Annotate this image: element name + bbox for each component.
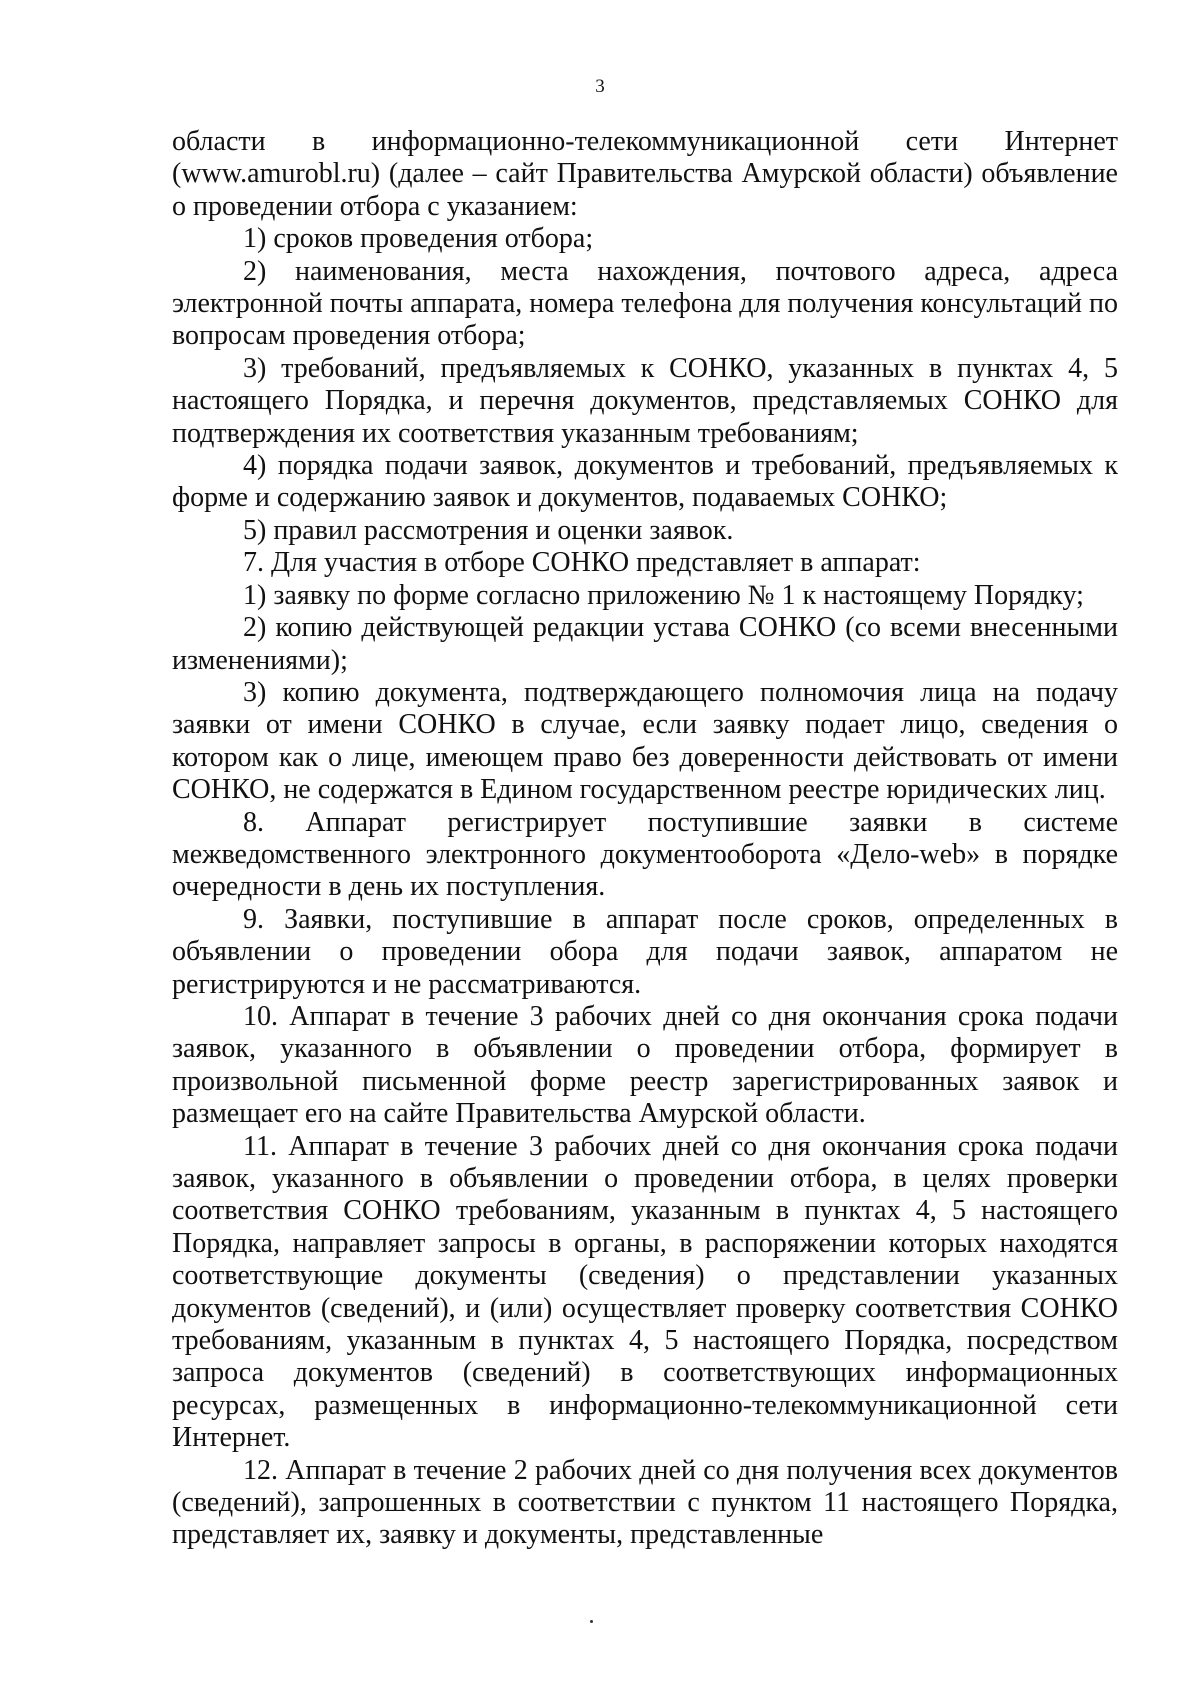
- paragraph-clause-9: 9. Заявки, поступившие в аппарат после сроков, определенных в объявлении о проведении обора для подачи заявок, аппаратом не регистрируются и не рассматриваются.: [172, 903, 1118, 1000]
- paragraph-announcement-intro: области в информационно-телекоммуникационной сети Интернет (www.amurobl.ru) (далее – сайт Правительства Амурской области) объявление о проведении отбора с указанием:: [172, 126, 1118, 222]
- paragraph-item-requirements: 3) требований, предъявляемых к СОНКО, указанных в пунктах 4, 5 настоящего Порядка, и перечня документов, представляемых СОНКО для подтверждения их соответствия указанным требованиям;: [172, 352, 1118, 449]
- paragraph-clause-11: 11. Аппарат в течение 3 рабочих дней со дня окончания срока подачи заявок, указанного в объявлении о проведении отбора, в целях проверки соответствия СОНКО требованиям, указанным в пунктах 4, 5 настоящего Порядка, направляет запросы в органы, в распоряжении которых находятся соответствующие документы (сведения) о представлении указанных документов (сведений), и (или) осуществляет проверку соответствия СОНКО требованиям, указанным в пунктах 4, 5 настоящего Порядка, посредством запроса документов (сведений) в соответствующих информационных ресурсах, размещенных в информационно-телекоммуникационной сети Интернет.: [172, 1130, 1118, 1454]
- scan-dot-mark: [590, 1620, 593, 1623]
- paragraph-item-charter-copy: 2) копию действующей редакции устава СОНКО (со всеми внесенными изменениями);: [172, 612, 1118, 676]
- paragraph-item-submission-order: 4) порядка подачи заявок, документов и требований, предъявляемых к форме и содержанию заявок и документов, подаваемых СОНКО;: [172, 450, 1118, 514]
- page-number: 3: [595, 76, 605, 97]
- paragraph-item-review-rules: 5) правил рассмотрения и оценки заявок.: [243, 514, 734, 546]
- paragraph-clause-10: 10. Аппарат в течение 3 рабочих дней со дня окончания срока подачи заявок, указанного в объявлении о проведении отбора, формирует в произвольной письменной форме реестр зарегистрированных заявок и размещает его на сайте Правительства Амурской области.: [172, 1000, 1118, 1130]
- paragraph-clause-7: 7. Для участия в отборе СОНКО представляет в аппарат:: [243, 547, 921, 579]
- paragraph-item-deadlines: 1) сроков проведения отбора;: [243, 223, 594, 255]
- paragraph-item-authority-document: 3) копию документа, подтверждающего полномочия лица на подачу заявки от имени СОНКО в случае, если заявку подает лицо, сведения о котором как о лице, имеющем право без доверенности действовать от имени СОНКО, не содержатся в Едином государственном реестре юридических лиц.: [172, 676, 1118, 806]
- document-body: [172, 126, 1118, 1552]
- paragraph-clause-12: 12. Аппарат в течение 2 рабочих дней со дня получения всех документов (сведений), запрошенных в соответствии с пунктом 11 настоящего Порядка, представляет их, заявку и документы, представленные: [172, 1454, 1118, 1551]
- paragraph-item-application: 1) заявку по форме согласно приложению № 1 к настоящему Порядку;: [243, 579, 1084, 611]
- paragraph-clause-8: 8. Аппарат регистрирует поступившие заявки в системе межведомственного электронного документооборота «Дело-web» в порядке очередности в день их поступления.: [172, 806, 1118, 903]
- paragraph-item-contacts: 2) наименования, места нахождения, почтового адреса, адреса электронной почты аппарата, номера телефона для получения консультаций по вопросам проведения отбора;: [172, 255, 1118, 352]
